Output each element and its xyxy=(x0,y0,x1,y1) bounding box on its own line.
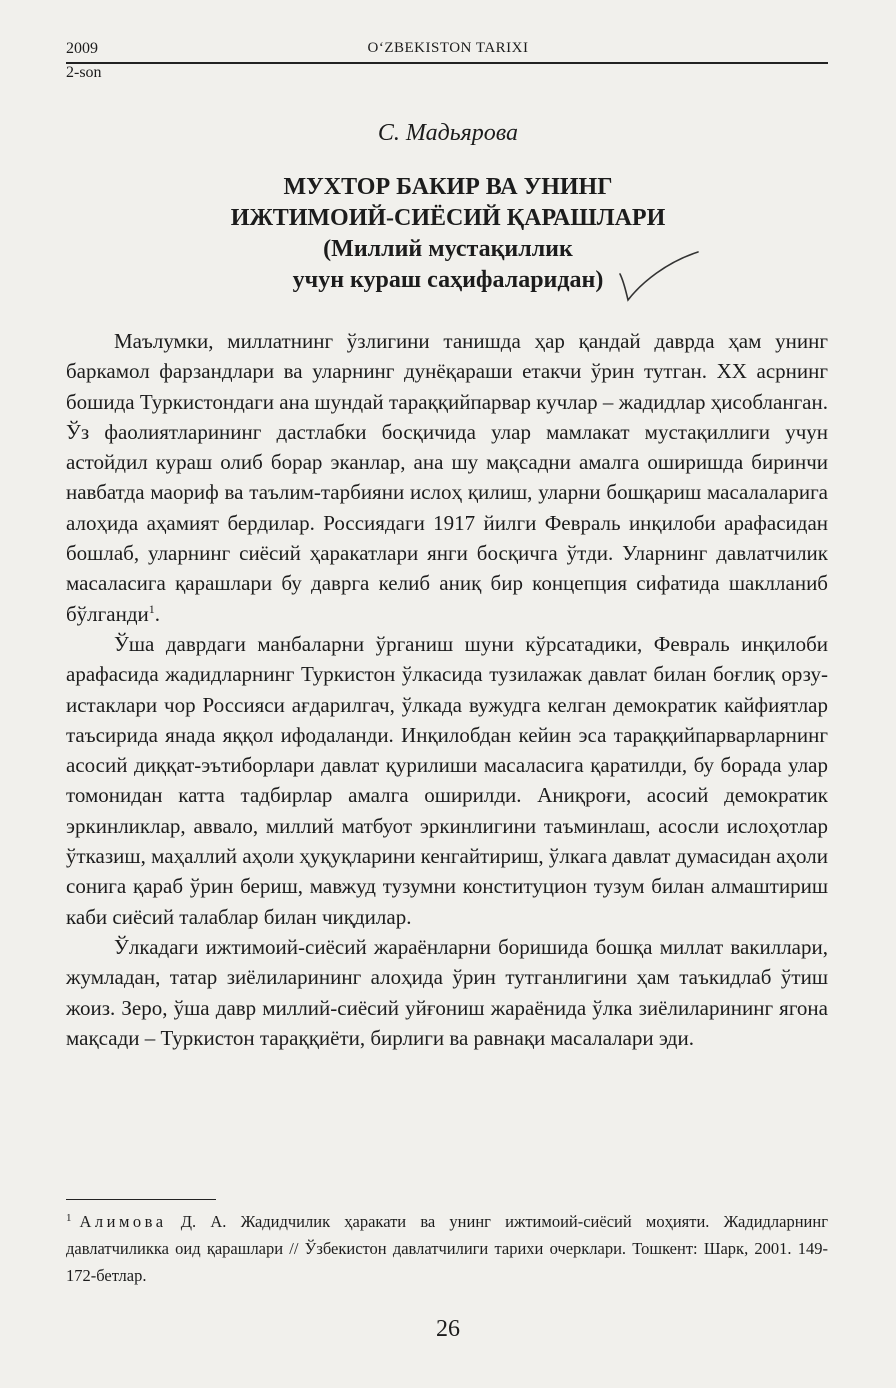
article-body xyxy=(66,326,828,1053)
header-rule xyxy=(66,62,828,64)
footnote xyxy=(66,1208,828,1289)
footnote-rule xyxy=(66,1199,216,1200)
footnote-number: 1 xyxy=(66,1211,72,1224)
title-line: ИЖТИМОИЙ-СИЁСИЙ ҚАРАШЛАРИ xyxy=(230,205,666,231)
body-paragraph: Маълумки, миллатнинг ўзлигини танишда ҳар қандай даврда ҳам унинг баркамол фарзандлари ва уларнинг дунёқараши етакчи ўрин тутган. XX асрнинг бошида Туркистондаги ана шундай тараққийпарвар кучлар – жадидлар ҳисобланган. Ўз фаолиятларининг дастлабки босқичида улар мамлакат мустақиллиги учун астойдил кураш олиб борар эканлар, ана шу мақсадни амалга оширишда биринчи навбатда маориф ва таълим-тарбияни ислоҳ қилиш, уларни бошқариш масалаларига алоҳида аҳамият бердилар. Россиядаги 1917 йилги Февраль инқилоби арафасидан бошлаб, уларнинг сиёсий ҳаракатлари янги босқичга ўтди. Уларнинг давлатчилик масаласига қарашлари бу даврга келиб аниқ бир концепция сифатида шаклланиб бўлганди$^1$. xyxy=(66,329,828,626)
header-year: 2009 xyxy=(66,40,98,57)
header-issue: 2-son xyxy=(66,64,102,81)
article-title xyxy=(0,172,896,296)
header-journal-title: O‘ZBEKISTON TARIXI xyxy=(367,40,529,56)
page-number: 26 xyxy=(436,1316,460,1342)
body-paragraph: Ўлкадаги ижтимоий-сиёсий жараёнларни боришида бошқа миллат вакиллари, жумладан, татар зиёлиларининг алоҳида ўрин тутганлигини ҳам таъкидлаб ўтиш жоиз. Зеро, ўша давр миллий-сиёсий уйғониш жараёнида ўлка зиёлиларининг ягона мақсади – Туркистон тараққиёти, бирлиги ва равнақи масалалари эди. xyxy=(66,934,828,1050)
body-paragraph: Ўша даврдаги манбаларни ўрганиш шуни кўрсатадики, Февраль инқилоби арафасида жадидларнинг Туркистон ўлкасида тузилажак давлат билан боғлиқ орзу-истаклари чор Россияси ағдарилгач, ўлкада вужудга келган демократик кайфиятлар таъсирида янада яққол ифодаланди. Инқилобдан кейин эса тараққийпарварларнинг асосий диққат-эътиборлари давлат қурилиши масаласига қаратилди, бу борада улар томонидан катта тадбирлар амалга оширилди. Аниқроғи, асосий демократик эркинликлар, аввало, миллий матбуот эркинлигини таъминлаш, асосли ислоҳотлар ўтказиш, маҳаллий аҳоли ҳуқуқларини кенгайтириш, ўлкага давлат думасидан аҳоли сонига қараб ўрин бериш, мавжуд тузумни конституцион тузум билан алмаштириш каби сиёсий талаблар билан чиқдилар. xyxy=(66,631,828,929)
title-line: учун кураш саҳифаларидан) xyxy=(292,267,604,293)
title-line: (Миллий мустақиллик xyxy=(323,236,573,262)
footnote-ref: 1 xyxy=(148,601,155,616)
title-line: МУХТОР БАКИР ВА УНИНГ xyxy=(283,174,613,200)
article-author: С. Мадьярова xyxy=(377,120,519,146)
handwritten-check-mark-icon xyxy=(612,248,702,308)
footnote-author: Алимова xyxy=(79,1212,167,1231)
footnote-text: Д. А. Жадидчилик ҳаракати ва унинг ижтимоий-сиёсий моҳияти. Жадидларнинг давлатчиликка оид қарашлари // Ўзбекистон давлатчилиги тарихи очерклари. Тошкент: Шарк, 2001. 149-172-бетлар. xyxy=(66,1212,828,1285)
